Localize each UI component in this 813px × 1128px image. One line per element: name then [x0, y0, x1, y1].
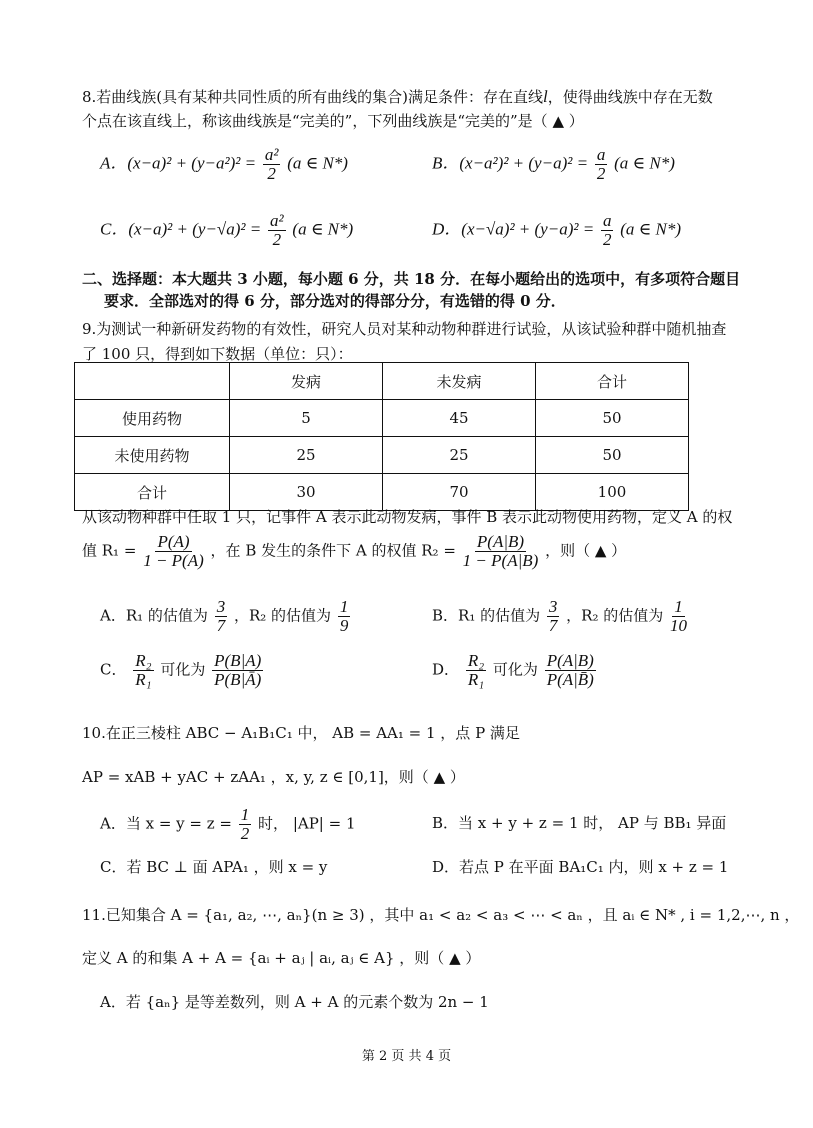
q9-r1-label: 值 R₁ = — [82, 541, 137, 560]
q8-option-a-frac — [263, 146, 281, 183]
q8-option-a — [100, 146, 348, 183]
frac-num: a² — [270, 211, 284, 230]
frac-num: R₂ — [467, 651, 485, 670]
q9-option-c-frac2 — [212, 652, 263, 689]
frac-num: 1 — [240, 805, 250, 824]
frac-den: 2 — [267, 164, 276, 183]
frac-num: P(A|B) — [546, 651, 594, 670]
q8-stem-text: 8.若曲线族(具有某种共同性质的所有曲线的集合)满足条件：存在直线 — [82, 88, 544, 106]
q9-option-a — [100, 598, 352, 635]
table-header-row — [75, 363, 689, 400]
frac-den: R₁ — [135, 670, 152, 689]
q9-option-d — [432, 652, 598, 689]
frac-den: P(B|Ā) — [214, 670, 262, 689]
q10-option-b: B．当 x + y + z = 1 时， AP 与 BB₁ 异面 — [432, 814, 727, 832]
frac-den: P(A|B̄) — [546, 670, 594, 689]
q8-option-b-frac — [595, 146, 608, 183]
q8-option-c — [100, 212, 353, 249]
q9-option-d-mid: 可化为 — [492, 660, 538, 679]
q8-option-d — [432, 212, 681, 249]
frac-num: R₂ — [135, 651, 152, 670]
frac-num: 3 — [548, 597, 558, 616]
q8-option-b-text: B．(x−a²)² + (y−a)² = — [432, 153, 589, 173]
q10-option-d: D．若点 P 在平面 BA₁C₁ 内，则 x + z = 1 — [432, 858, 729, 876]
q8-option-c-text: C．(x−a)² + (y−√a)² = — [100, 219, 262, 239]
q8-option-d-text: D．(x−√a)² + (y−a)² = — [432, 219, 595, 239]
q10-option-c: C．若 BC ⊥ 面 APA₁ ，则 x = y — [100, 858, 328, 876]
q10-stem-line1: 10.在正三棱柱 ABC − A₁B₁C₁ 中， AB = AA₁ = 1 ，点 P 满足 — [82, 724, 520, 742]
q9-after-line2 — [82, 533, 626, 570]
q9-option-c-frac1 — [133, 652, 153, 689]
frac-num: 1 — [339, 597, 349, 616]
table-cell: 25 — [383, 437, 536, 474]
frac-num: 1 — [674, 597, 683, 616]
frac-den: R₁ — [467, 670, 485, 689]
q10-option-a — [100, 806, 356, 843]
q9-option-d-text: D． — [432, 660, 460, 679]
q9-r1-frac — [143, 533, 204, 570]
table-row — [75, 437, 689, 474]
frac-den: 10 — [670, 616, 688, 635]
table-cell: 70 — [383, 474, 536, 511]
section2-heading-line1: 二、选择题：本大题共 3 小题，每小题 6 分，共 18 分．在每小题给出的选项中，有多项符合题目 — [82, 270, 741, 288]
table-cell: 5 — [230, 400, 383, 437]
q9-option-a-frac1 — [215, 598, 228, 635]
q9-option-b-frac2 — [670, 598, 687, 635]
q8-stem-line2: 个点在该直线上，称该曲线族是“完美的”，下列曲线族是“完美的”是（ ▲ ） — [82, 112, 584, 130]
table-header-cell — [75, 363, 230, 400]
frac-den: 2 — [240, 824, 250, 843]
frac-num: P(A|B) — [476, 532, 525, 551]
frac-num: P(A) — [157, 532, 190, 551]
q8-option-b-tail: (a ∈ N*) — [614, 153, 675, 173]
q9-after-line1: 从该动物种群中任取 1 只，记事件 A 表示此动物发病，事件 B 表示此动物使用药物，定义 A 的权 — [82, 508, 733, 526]
q11-stem-line2: 定义 A 的和集 A + A = {aᵢ + aⱼ | aᵢ, aⱼ ∈ A} ，则（ ▲ ） — [82, 949, 481, 967]
frac-num: a — [596, 145, 606, 164]
q8-option-c-tail: (a ∈ N*) — [292, 219, 354, 239]
q8-option-d-tail: (a ∈ N*) — [620, 219, 681, 239]
table-header-cell: 合计 — [536, 363, 689, 400]
q9-option-c — [100, 652, 265, 689]
q9-option-b-mid: ，R₂ 的估值为 — [566, 606, 664, 625]
q11-option-a: A．若 {aₙ} 是等差数列，则 A + A 的元素个数为 2n − 1 — [100, 993, 489, 1011]
frac-den: 2 — [602, 230, 612, 249]
q9-option-a-frac2 — [338, 598, 351, 635]
q9-option-b-frac1 — [547, 598, 560, 635]
frac-num: 3 — [216, 597, 226, 616]
q8-option-b — [432, 146, 675, 183]
frac-den: 1 − P(A|B) — [462, 551, 539, 570]
q8-option-a-tail: (a ∈ N*) — [287, 153, 348, 173]
table-cell: 45 — [383, 400, 536, 437]
frac-den: 7 — [216, 616, 226, 635]
table-cell: 50 — [536, 437, 689, 474]
table-header-cell: 未发病 — [383, 363, 536, 400]
q9-option-b — [432, 598, 689, 635]
frac-den: 9 — [339, 616, 349, 635]
q9-answer-mark: ，则（ ▲ ） — [545, 541, 627, 560]
q8-option-d-frac — [601, 212, 614, 249]
q9-r2-frac — [463, 533, 539, 570]
q8-option-a-text: A．(x−a)² + (y−a²)² = — [100, 153, 257, 173]
frac-den: 7 — [548, 616, 558, 635]
q9-option-a-text: A．R₁ 的估值为 — [100, 606, 208, 625]
frac-den: 1 − P(A) — [143, 551, 204, 570]
q10-stem-line2: AP = xAB + yAC + zAA₁ ，x, y, z ∈ [0,1]，则（ ▲ ） — [82, 768, 465, 786]
q9-stem-line2: 了 100 只，得到如下数据（单位：只）： — [82, 345, 353, 363]
q9-option-c-text: C． — [100, 660, 127, 679]
q9-option-d-frac1 — [466, 652, 486, 689]
q8-stem-line1 — [82, 86, 713, 107]
table-row — [75, 474, 689, 511]
q11-stem-line1: 11.已知集合 A = {a₁, a₂, ⋯, aₙ}(n ≥ 3) ，其中 a₁ < a₂ < a₃ < ⋯ < aₙ ，且 aᵢ ∈ N* , i = 1,2,⋯, n ， — [82, 906, 800, 924]
section2-heading-line2: 要求．全部选对的得 6 分，部分选对的得部分分，有选错的得 0 分． — [104, 292, 566, 310]
q9-data-table — [74, 362, 689, 511]
table-cell: 25 — [230, 437, 383, 474]
page-footer: 第 2 页 共 4 页 — [361, 1049, 452, 1064]
q9-stem-line1: 9.为测试一种新研发药物的有效性，研究人员对某种动物种群进行试验，从该试验种群中随机抽查 — [82, 320, 727, 338]
q9-r2-label: ，在 B 发生的条件下 A 的权值 R₂ = — [210, 541, 456, 560]
frac-num: a² — [264, 145, 279, 164]
q9-option-b-text: B．R₁ 的估值为 — [432, 606, 541, 625]
table-cell: 100 — [536, 474, 689, 511]
table-row — [75, 400, 689, 437]
table-header-cell: 发病 — [230, 363, 383, 400]
q8-option-c-frac — [268, 212, 286, 249]
q9-option-d-frac2 — [545, 652, 596, 689]
q9-option-a-mid: ，R₂ 的估值为 — [233, 606, 332, 625]
frac-num: P(B|A) — [214, 651, 262, 670]
table-cell: 30 — [230, 474, 383, 511]
frac-den: 2 — [596, 164, 606, 183]
q10-option-a-text: A．当 x = y = z = — [100, 814, 232, 833]
table-cell: 50 — [536, 400, 689, 437]
table-cell: 合计 — [75, 474, 230, 511]
q10-option-a-frac — [239, 806, 252, 843]
q10-option-a-tail: 时， |AP| = 1 — [258, 814, 356, 833]
table-cell: 使用药物 — [75, 400, 230, 437]
q8-stem-text-b: ，使得曲线族中存在无数 — [547, 88, 713, 106]
table-cell: 未使用药物 — [75, 437, 230, 474]
q8-var-l: l — [543, 87, 548, 106]
frac-den: 2 — [272, 230, 282, 249]
q9-option-c-mid: 可化为 — [160, 660, 206, 679]
frac-num: a — [602, 211, 612, 230]
